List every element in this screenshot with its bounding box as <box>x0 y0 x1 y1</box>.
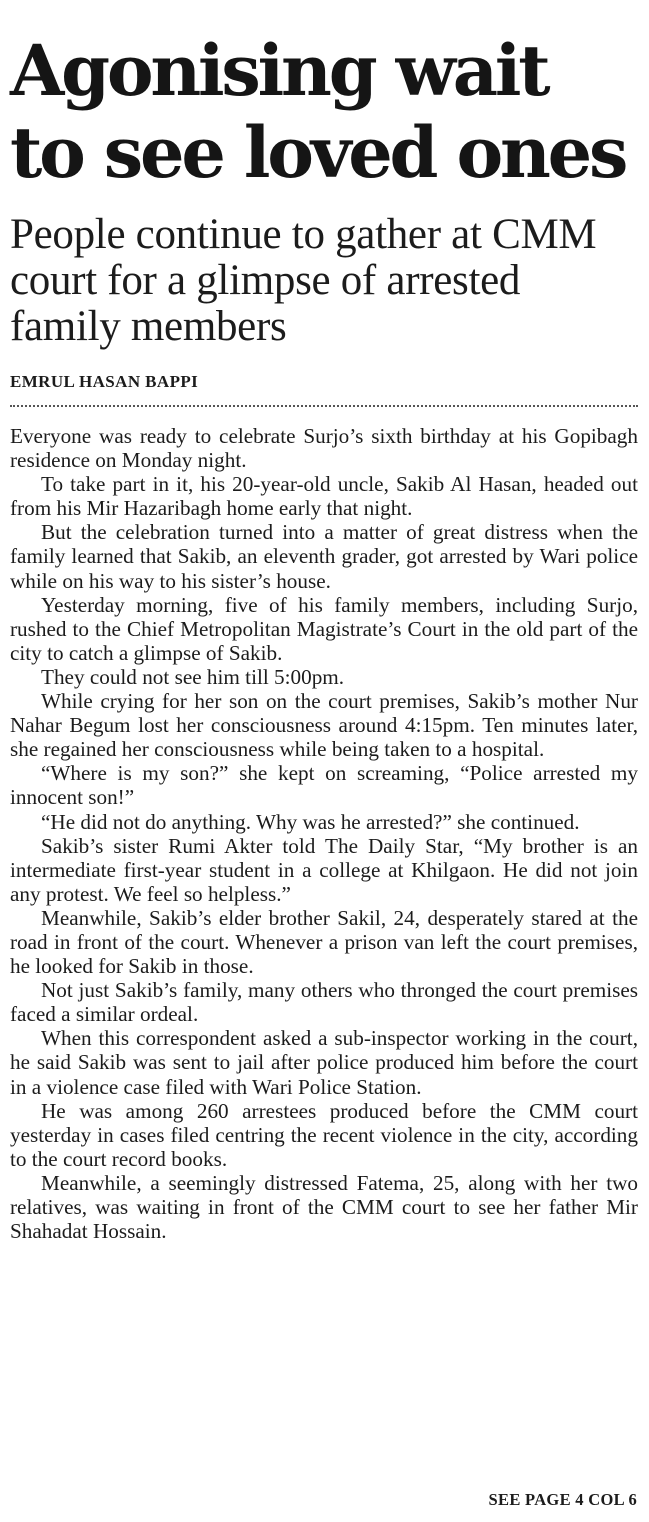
headline-line-2: to see loved ones <box>10 111 626 194</box>
paragraph: Everyone was ready to celebrate Surjo’s sixth birthday at his Gopibagh residence on Monday night. <box>10 424 638 473</box>
paragraph: Not just Sakib’s family, many others who thronged the court premises faced a similar ordeal. <box>10 978 638 1027</box>
paragraph: To take part in it, his 20-year-old uncle, Sakib Al Hasan, headed out from his Mir Hazaribagh home early that night. <box>10 472 638 521</box>
headline <box>10 30 649 194</box>
continuation-reference: SEE PAGE 4 COL 6 <box>488 1490 637 1509</box>
headline-line-1: Agonising wait <box>10 29 548 112</box>
paragraph: But the celebration turned into a matter of great distress when the family learned that Sakib, an eleventh grader, got arrested by Wari police while on his way to his sister’s house. <box>10 520 638 593</box>
paragraph: Meanwhile, Sakib’s elder brother Sakil, 24, desperately stared at the road in front of the court. Whenever a prison van left the court premises, he looked for Sakib in those. <box>10 905 638 979</box>
paragraph: While crying for her son on the court premises, Sakib’s mother Nur Nahar Begum lost her consciousness around 4:15pm. Ten minutes later, she regained her consciousness while being taken to a hospital. <box>10 689 638 762</box>
paragraph: He was among 260 arrestees produced before the CMM court yesterday in cases filed centring the recent violence in the city, according to the court record books. <box>10 1098 638 1171</box>
paragraph: “Where is my son?” she kept on screaming, “Police arrested my innocent son!” <box>10 761 638 810</box>
paragraph: Sakib’s sister Rumi Akter told The Daily Star, “My brother is an intermediate first-year student in a college at Khilgaon. He did not join any protest. We feel so helpless.” <box>10 833 638 906</box>
byline: EMRUL HASAN BAPPI <box>10 372 199 391</box>
paragraph: They could not see him till 5:00pm. <box>41 664 345 689</box>
paragraph: Yesterday morning, five of his family members, including Surjo, rushed to the Chief Metropolitan Magistrate’s Court in the old part of the city to catch a glimpse of Sakib. <box>10 592 638 665</box>
paragraph: When this correspondent asked a sub-inspector working in the court, he said Sakib was sent to jail after police produced him before the court in a violence case filed with Wari Police Station. <box>10 1026 638 1099</box>
deck: People continue to gather at CMM court for a glimpse of arrested family members <box>10 211 597 350</box>
paragraph: Meanwhile, a seemingly distressed Fatema, 25, along with her two relatives, was waiting in front of the CMM court to see her father Mir Shahadat Hossain. <box>10 1170 638 1244</box>
article-body <box>10 424 638 1243</box>
paragraph: “He did not do anything. Why was he arrested?” she continued. <box>41 809 580 834</box>
dotted-divider <box>10 405 638 407</box>
